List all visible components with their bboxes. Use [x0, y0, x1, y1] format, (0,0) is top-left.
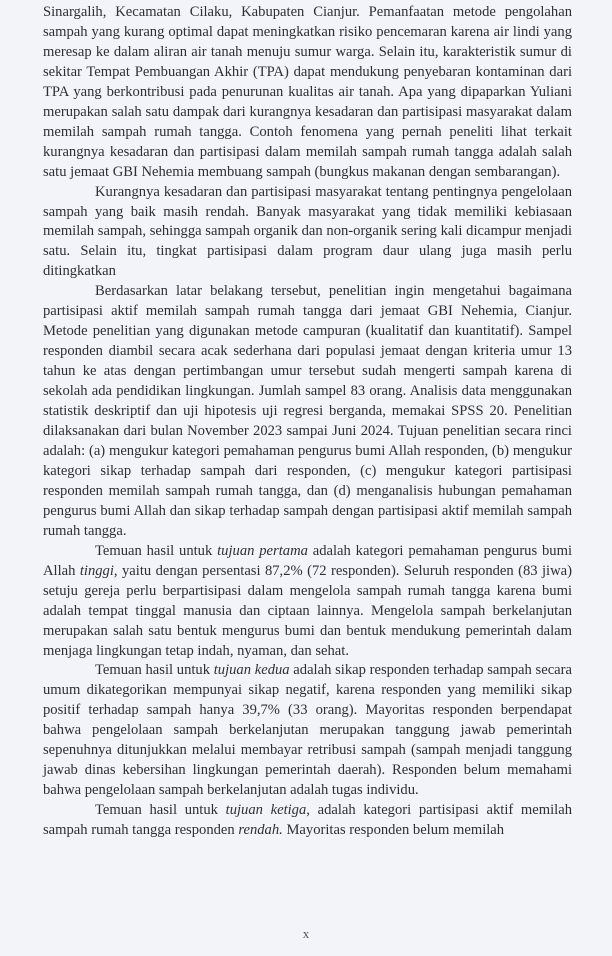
- paragraph-text: Mayoritas responden belum memilah: [282, 822, 505, 839]
- paragraph-text: Temuan hasil untuk: [95, 542, 218, 559]
- paragraph-text: Temuan hasil untuk: [95, 802, 226, 819]
- paragraph: [43, 183, 572, 283]
- paragraph-text: adalah kategori pemahaman pengurus bumi Allah: [43, 542, 572, 579]
- italic-text: rendah.: [238, 822, 283, 839]
- paragraph-text: adalah sikap responden terhadap sampah secara umum dikategorikan mempunyai sikap negatif, karena responden yang memiliki sikap positif terhadap sampah hanya 39,7% (33 orang). Mayoritas responden berpendapat bahwa pengelolaan sampah berkelanjutan merupakan tanggung jawab pemerintah sepenuhnya ditunjukkan melalui membayar retribusi sampah (sampah menjadi tanggung jawab dinas kebersihan lingkungan pemerintah daerah). Responden belum memahami bahwa pengelolaan sampah berkelanjutan adalah tugas individu.: [43, 662, 572, 799]
- body-text: [43, 3, 572, 841]
- paragraph-text: Kurangnya kesadaran dan partisipasi masyarakat tentang pentingnya pengelolaan sampah yang baik masih rendah. Banyak masyarakat yang tidak memiliki kebiasaan memilah sampah, sehingga sampah organik dan non-organik sering kali dicampur menjadi satu. Selain itu, tingkat partisipasi dalam program daur ulang juga masih perlu ditingkatkan: [43, 183, 572, 280]
- paragraph: [43, 801, 572, 841]
- paragraph-text: , adalah kategori partisipasi aktif memilah sampah rumah tangga responden: [43, 802, 572, 839]
- paragraph-text: yaitu dengan persentasi 87,2% (72 responden). Seluruh responden (83 jiwa) setuju gereja perlu berpartisipasi dalam mengelola sampah rumah tangga karena bumi adalah tempat tinggal manusia dan ciptaan lainnya. Mengelola sampah berkelanjutan merupakan salah satu bentuk mengurus bumi dan bentuk mendukung pemerintah dalam menjaga lingkungan tetap indah, nyaman, dan sehat.: [43, 562, 572, 659]
- page-number: x: [302, 926, 310, 941]
- paragraph: [43, 542, 572, 662]
- paragraph-text: Sinargalih, Kecamatan Cilaku, Kabupaten Cianjur. Pemanfaatan metode pengolahan sampah yang kurang optimal dapat meningkatkan risiko pencemaran karena air lindi yang meresap ke dalam aliran air tanah menuju sumur warga. Selain itu, karakteristik sumur di sekitar Tempat Pembuangan Akhir (TPA) dapat mendukung penyebaran kontaminan dari TPA yang berkontribusi pada penurunan kualitas air tanah. Apa yang dipaparkan Yuliani merupakan salah satu dampak dari kurangnya kesadaran dan partisipasi masyarakat dalam memilah sampah rumah tangga. Contoh fenomena yang pernah peneliti lihat terkait kurangnya kesadaran dan partisipasi dalam memilah sampah rumah tangga adalah salah satu jemaat GBI Nehemia membuang sampah (bungkus makanan dengan sembarangan).: [43, 4, 572, 180]
- italic-text: tujuan pertama: [217, 542, 308, 559]
- paragraph: [43, 3, 572, 183]
- italic-text: tujuan ketiga: [225, 802, 307, 819]
- paragraph: [43, 661, 572, 801]
- paragraph-text: Temuan hasil untuk: [95, 662, 214, 679]
- italic-text: tinggi,: [79, 562, 118, 579]
- paragraph: [43, 282, 572, 541]
- paragraph-text: Berdasarkan latar belakang tersebut, penelitian ingin mengetahui bagaimana partisipasi aktif memilah sampah rumah tangga dari jemaat GBI Nehemia, Cianjur. Metode penelitian yang digunakan metode campuran (kualitatif dan kuantitatif). Sampel responden diambil secara acak sederhana dari populasi jemaat dengan kriteria umur 13 tahun ke atas dengan pertimbangan umur tersebut sudah mengerti sampah karena di sekolah ada pendidikan lingkungan. Jumlah sampel 83 orang. Analisis data menggunakan statistik deskriptif dan uji hipotesis uji regresi berganda, memakai SPSS 20. Penelitian dilaksanakan dari bulan November 2023 sampai Juni 2024. Tujuan penelitian secara rinci adalah: (a) mengukur kategori pemahaman pengurus bumi Allah responden, (b) mengukur kategori sikap terhadap sampah dari responden, (c) mengukur kategori partisipasi responden memilah sampah rumah tangga, dan (d) menganalisis hubungan pemahaman pengurus bumi Allah dan sikap terhadap sampah dengan partisipasi aktif memilah sampah rumah tangga.: [43, 283, 572, 539]
- italic-text: tujuan kedua: [213, 662, 290, 679]
